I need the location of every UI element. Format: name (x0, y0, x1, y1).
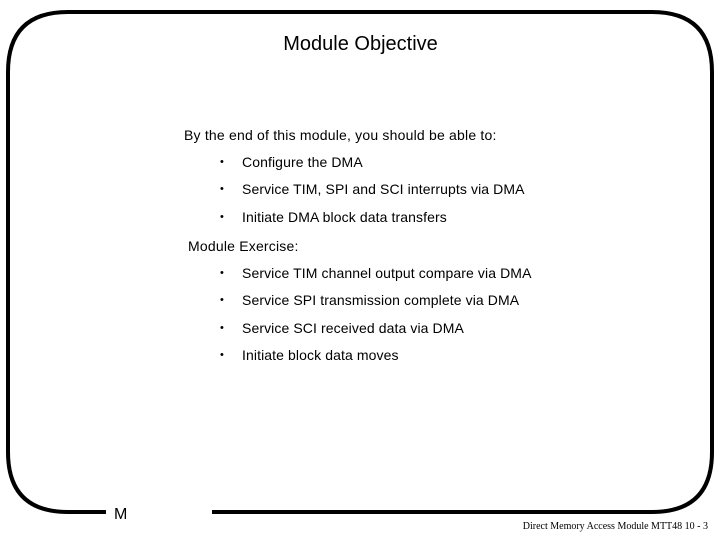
objectives-list (220, 153, 525, 235)
exercise-item (220, 319, 532, 346)
objective-text: Configure the DMA (242, 154, 363, 170)
objective-text: Initiate DMA block data transfers (242, 208, 447, 225)
bullet-icon: • (220, 156, 224, 168)
exercise-text: Service TIM channel output compare via DMA (242, 265, 532, 281)
exercise-heading: Module Exercise: (188, 238, 299, 254)
objective-item (220, 180, 525, 207)
exercise-item (220, 291, 532, 318)
bullet-icon: • (220, 348, 224, 361)
exercise-text: Service SCI received data via DMA (242, 319, 464, 336)
objective-text: Service TIM, SPI and SCI interrupts via DMA (242, 181, 525, 198)
rounded-border (8, 12, 712, 512)
logo-text: M (114, 506, 128, 523)
bullet-icon: • (220, 321, 224, 334)
exercise-text: Service SPI transmission complete via DMA (242, 292, 520, 309)
exercises-list (220, 264, 532, 373)
intro-text: By the end of this module, you should be able to: (184, 127, 497, 143)
objective-item (220, 208, 525, 235)
bullet-icon: • (220, 210, 224, 223)
footer-text: Direct Memory Access Module MTT48 10 - 3 (522, 521, 708, 532)
exercise-item (220, 264, 532, 291)
bullet-icon: • (220, 267, 224, 279)
bullet-icon: • (220, 294, 224, 307)
exercise-item (220, 346, 532, 373)
exercise-text: Initiate block data moves (242, 346, 399, 363)
objective-item (220, 153, 525, 180)
bullet-icon: • (220, 183, 224, 196)
slide-title: Module Objective (283, 33, 438, 55)
